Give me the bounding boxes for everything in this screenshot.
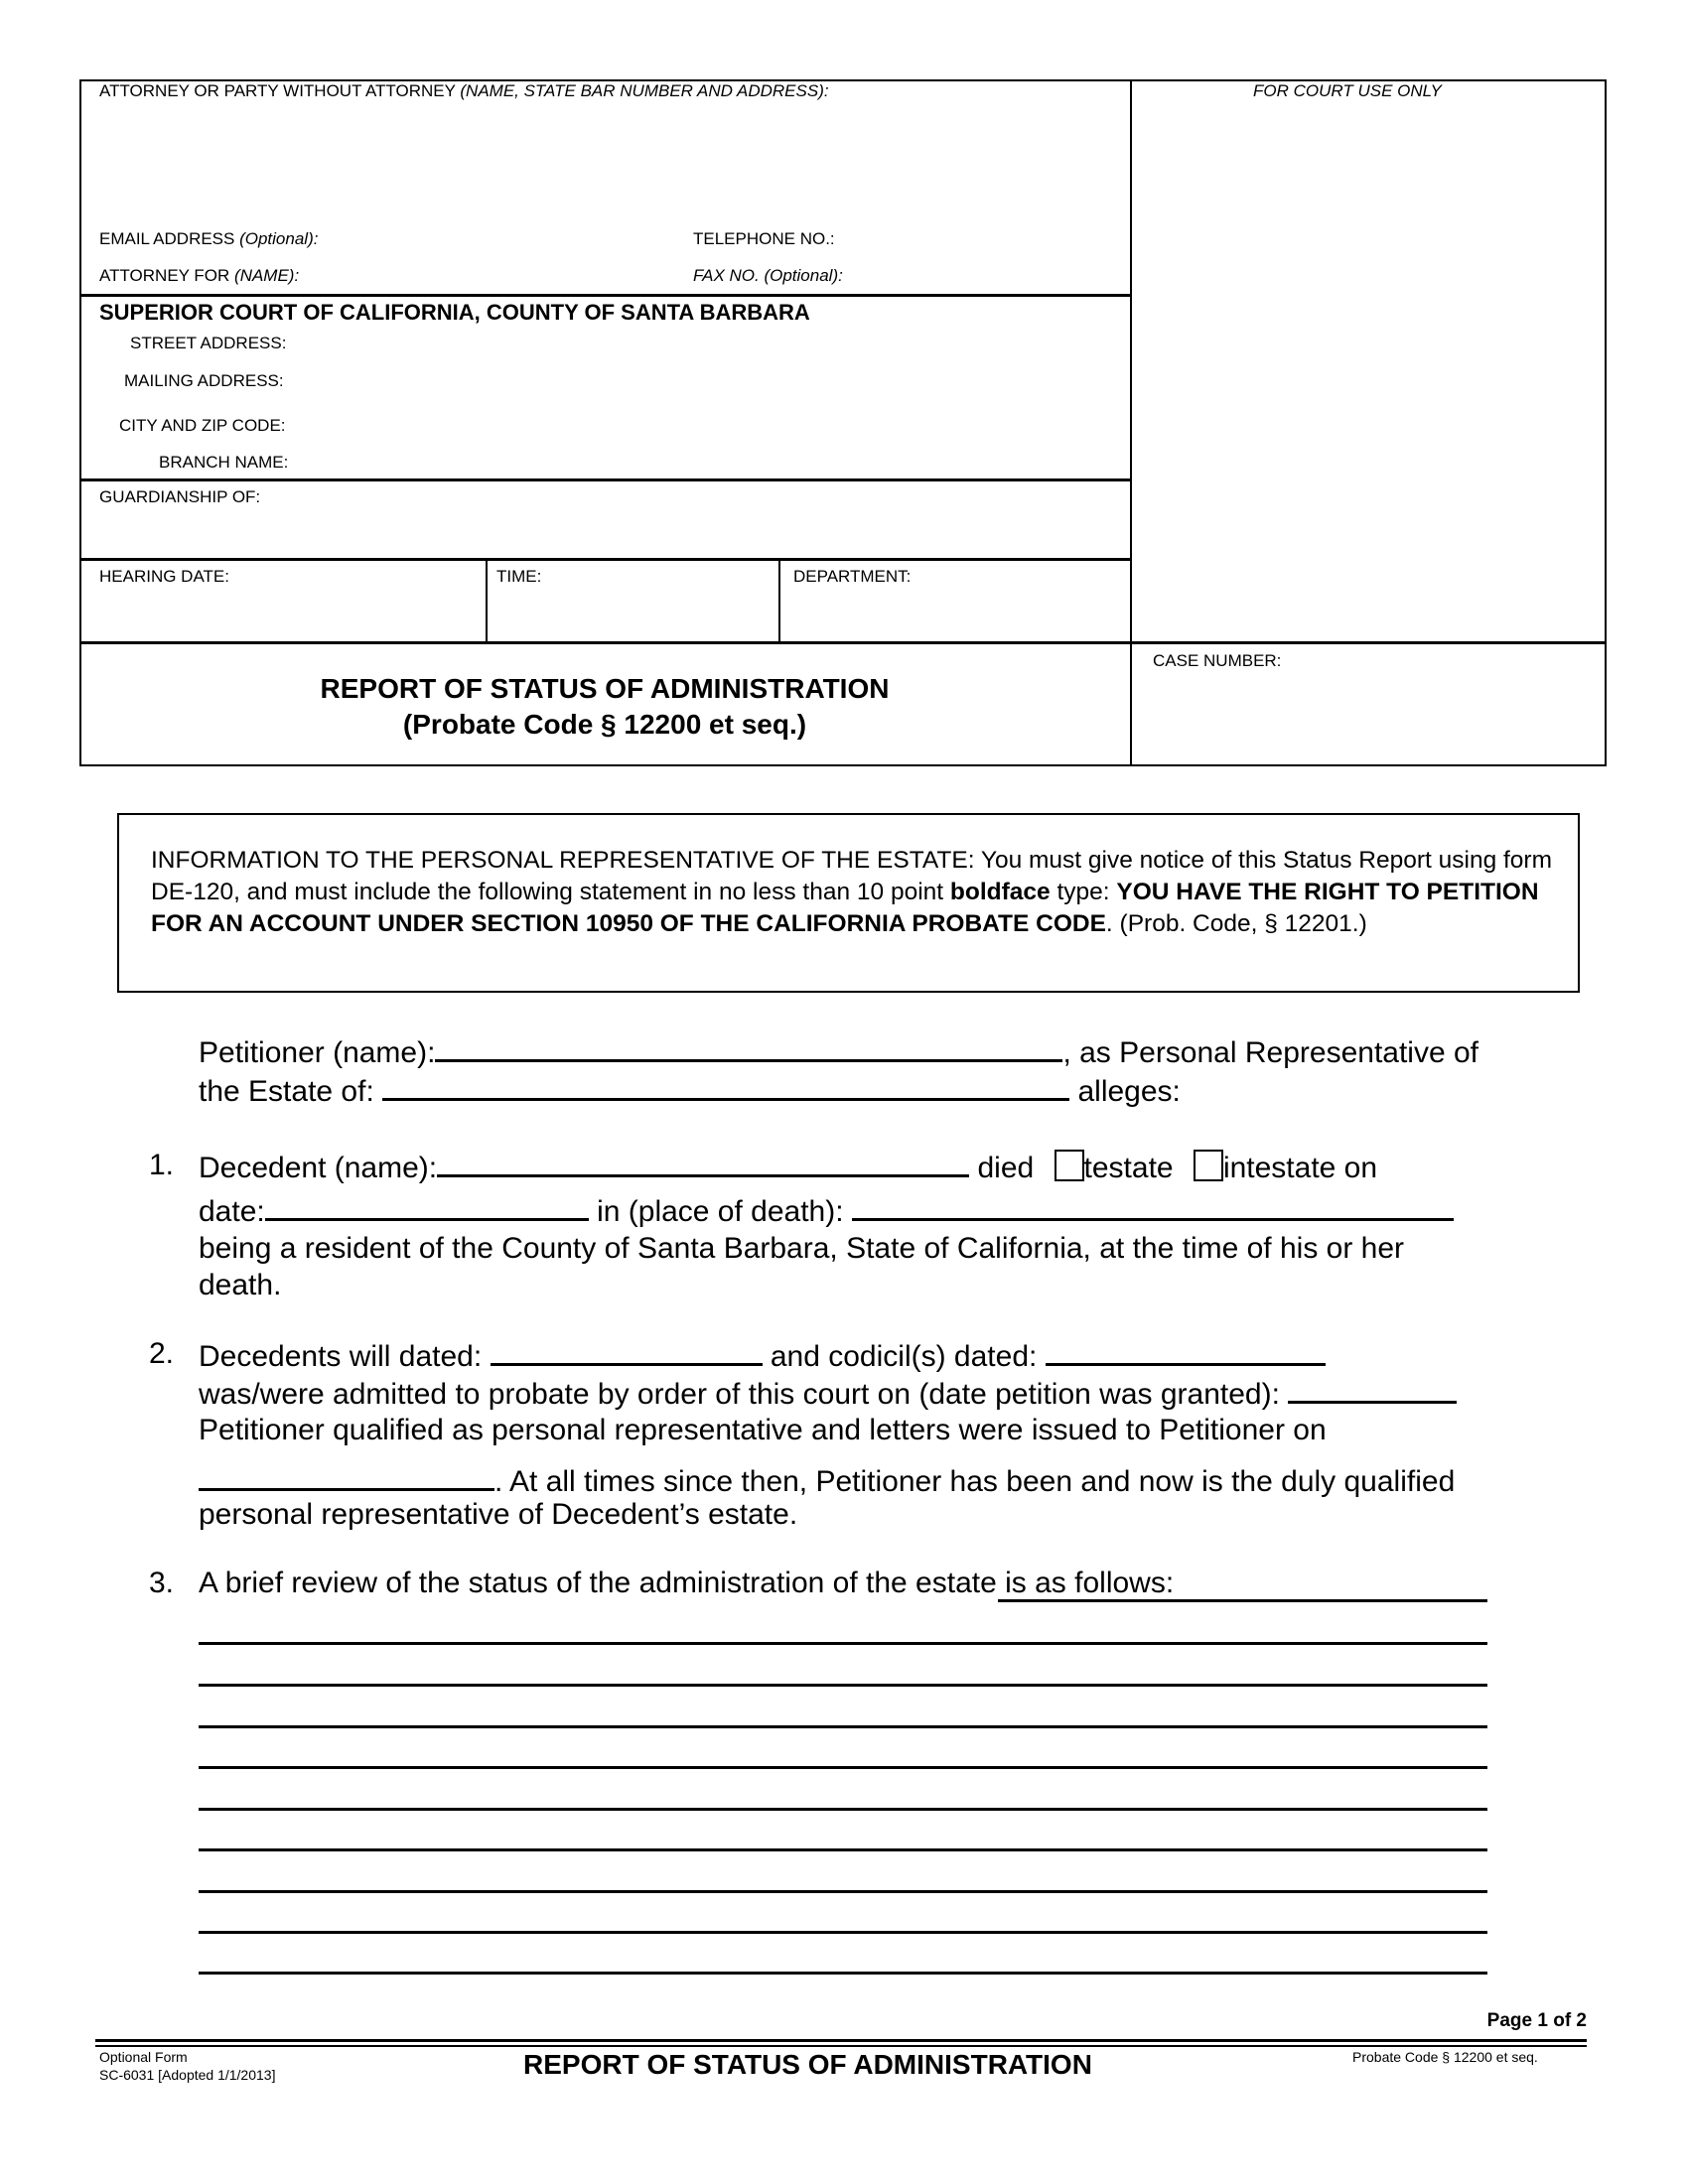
decedent-label: Decedent (name): xyxy=(199,1152,438,1184)
place-label: in (place of death): xyxy=(597,1195,844,1228)
alleges-text: alleges: xyxy=(1077,1075,1181,1108)
optional-form-label: Optional Form xyxy=(99,2049,188,2065)
item2-qualified: Petitioner qualified as personal representative and letters were issued to Petitioner on xyxy=(199,1414,1327,1446)
attorney-label-text: ATTORNEY OR PARTY WITHOUT ATTORNEY xyxy=(99,81,456,100)
mailing-address-label: MAILING ADDRESS: xyxy=(124,371,284,390)
email-label xyxy=(99,229,318,249)
info-text: . (Prob. Code, § 12201.) xyxy=(1105,910,1367,937)
review-field-line[interactable] xyxy=(199,1890,1487,1893)
review-field-line[interactable] xyxy=(199,1642,1487,1645)
review-field-line[interactable] xyxy=(199,1848,1487,1851)
info-notice xyxy=(117,813,1580,993)
review-field-line[interactable] xyxy=(199,1766,1487,1769)
item2-line2 xyxy=(199,1375,1457,1412)
granted-date-field[interactable] xyxy=(1288,1375,1457,1404)
item2-number: 2. xyxy=(149,1337,175,1370)
review-field-line[interactable] xyxy=(199,1808,1487,1811)
city-zip-label: CITY AND ZIP CODE: xyxy=(119,416,286,435)
admitted-text: was/were admitted to probate by order of this court on (date petition was granted): xyxy=(199,1378,1280,1411)
info-text: type: xyxy=(1050,879,1117,905)
petitioner-name-field[interactable] xyxy=(435,1033,1062,1062)
intestate-checkbox[interactable] xyxy=(1194,1150,1223,1181)
testate-checkbox[interactable] xyxy=(1055,1150,1084,1181)
item3-number: 3. xyxy=(149,1567,175,1599)
codicil-date-field[interactable] xyxy=(1046,1337,1326,1366)
item1-line1 xyxy=(199,1149,1377,1185)
time-label: TIME: xyxy=(496,567,542,586)
died-text: died xyxy=(977,1152,1035,1184)
attorney-label-italic: (NAME, STATE BAR NUMBER AND ADDRESS): xyxy=(460,81,829,100)
item1-number: 1. xyxy=(149,1149,175,1181)
review-field-line[interactable] xyxy=(199,1684,1487,1687)
form-id: SC-6031 [Adopted 1/1/2013] xyxy=(99,2067,276,2083)
telephone-label: TELEPHONE NO.: xyxy=(693,229,835,248)
date-label: date: xyxy=(199,1195,265,1228)
review-field-line[interactable] xyxy=(199,1972,1487,1975)
item1-death: death. xyxy=(199,1269,282,1301)
item1-resident: being a resident of the County of Santa Barbara, State of California, at the time of his or her xyxy=(199,1232,1405,1265)
item3-line xyxy=(199,1567,1174,1600)
fax-label: FAX NO. (Optional): xyxy=(693,266,843,285)
footer-title: REPORT OF STATUS OF ADMINISTRATION xyxy=(523,2049,1092,2080)
divider xyxy=(79,294,1130,297)
info-text: INFORMATION TO THE PERSONAL REPRESENTATIVE OF THE ESTATE: You must give notice of this Status Report using form DE-120, and must include the following statement in no less than 10 point xyxy=(151,847,1552,905)
place-of-death-field[interactable] xyxy=(852,1192,1454,1221)
page-number: Page 1 of 2 xyxy=(1486,2010,1587,2031)
petitioner-label: Petitioner (name): xyxy=(199,1036,436,1069)
form-title: REPORT OF STATUS OF ADMINISTRATION xyxy=(320,673,890,704)
case-number-label: CASE NUMBER: xyxy=(1153,651,1282,670)
review-text: A brief review of the status of the administration of the estate is as follows: xyxy=(199,1567,1175,1599)
codicil-label: and codicil(s) dated: xyxy=(770,1340,1038,1373)
street-address-label: STREET ADDRESS: xyxy=(130,334,287,352)
footer-code: Probate Code § 12200 et seq. xyxy=(1352,2049,1538,2065)
as-pr-text: , as Personal Representative of xyxy=(1062,1036,1479,1069)
footer-rule xyxy=(95,2039,1587,2042)
will-dated-label: Decedents will dated: xyxy=(199,1340,483,1373)
review-field-line[interactable] xyxy=(998,1599,1487,1602)
since-text: . At all times since then, Petitioner has been and now is the duly qualified xyxy=(494,1465,1456,1498)
item2-pr: personal representative of Decedent’s estate. xyxy=(199,1498,798,1531)
item2-line4 xyxy=(199,1462,1455,1499)
hearing-date-label: HEARING DATE: xyxy=(99,567,229,586)
email-label-text: EMAIL ADDRESS xyxy=(99,229,235,248)
estate-line xyxy=(199,1072,1181,1109)
divider xyxy=(79,641,1607,644)
petitioner-line xyxy=(199,1033,1478,1070)
intestate-label: intestate on xyxy=(1222,1152,1378,1184)
attorney-for-italic: (NAME): xyxy=(234,266,300,285)
divider xyxy=(79,478,1130,481)
testate-label: testate xyxy=(1083,1152,1174,1184)
divider xyxy=(79,558,1130,561)
letters-date-field[interactable] xyxy=(199,1462,494,1491)
email-optional: (Optional): xyxy=(239,229,319,248)
decedent-name-field[interactable] xyxy=(437,1149,969,1177)
guardianship-label: GUARDIANSHIP OF: xyxy=(99,487,261,506)
divider xyxy=(1130,79,1132,766)
branch-name-label: BRANCH NAME: xyxy=(159,453,289,472)
will-date-field[interactable] xyxy=(491,1337,763,1366)
form-subtitle: (Probate Code § 12200 et seq.) xyxy=(402,709,807,740)
estate-name-field[interactable] xyxy=(382,1072,1069,1101)
item1-line2 xyxy=(199,1192,1454,1229)
department-label: DEPARTMENT: xyxy=(793,567,912,586)
review-field-line[interactable] xyxy=(199,1931,1487,1934)
court-use-label: FOR COURT USE ONLY xyxy=(1253,81,1442,100)
caption-box xyxy=(79,79,1607,766)
date-of-death-field[interactable] xyxy=(265,1192,589,1221)
review-field-line[interactable] xyxy=(199,1725,1487,1728)
item2-line1 xyxy=(199,1337,1326,1374)
attorney-label xyxy=(99,81,829,101)
estate-label: the Estate of: xyxy=(199,1075,374,1108)
court-name: SUPERIOR COURT OF CALIFORNIA, COUNTY OF SANTA BARBARA xyxy=(99,300,810,325)
attorney-for-text: ATTORNEY FOR xyxy=(99,266,230,285)
divider xyxy=(486,558,488,643)
footer-rule xyxy=(95,2045,1587,2047)
info-bold-statement: YOU HAVE THE RIGHT TO PETITION FOR AN ACCOUNT UNDER SECTION 10950 OF THE CALIFORNIA PROBATE CODE xyxy=(151,879,1539,937)
attorney-for-label xyxy=(99,266,299,286)
divider xyxy=(778,558,780,643)
info-bold: boldface xyxy=(949,879,1051,905)
